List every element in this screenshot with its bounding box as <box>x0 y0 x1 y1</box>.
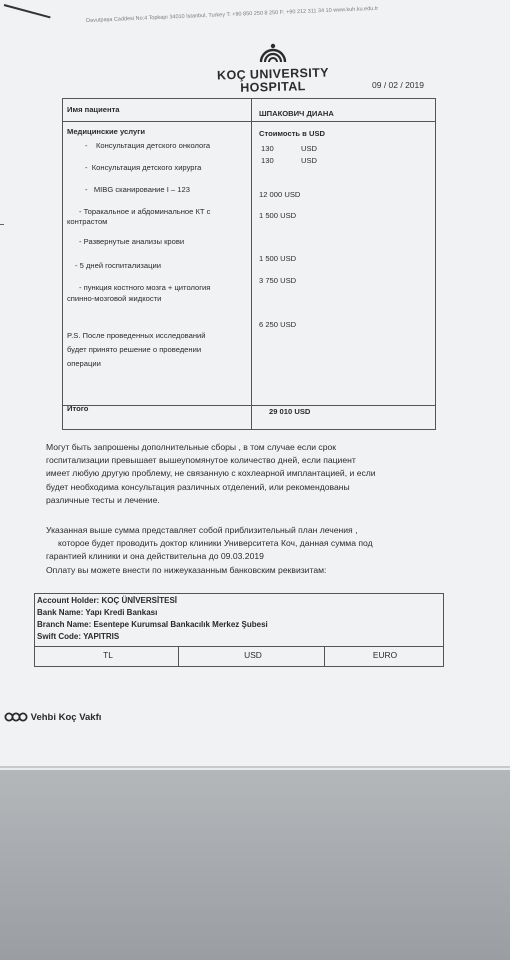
currency-usd: USD <box>244 650 262 660</box>
ps-note: P.S. После проведенных исследований <box>67 331 206 340</box>
cost-amount: 130 <box>261 156 274 165</box>
services-header: Медицинские услуги <box>67 127 146 136</box>
vehbi-koc-logo-icon <box>4 712 28 722</box>
swift-code: Swift Code: YAPITRIS <box>37 632 120 641</box>
foundation-footer <box>4 712 101 723</box>
fees-notice <box>46 441 446 507</box>
table-row-line <box>63 121 435 122</box>
bank-details <box>34 593 444 667</box>
cost-header: Стоимость в USD <box>259 129 325 138</box>
text-line: Указанная выше сумма представляет собой приблизительный план лечения , <box>46 525 358 535</box>
koc-hospital-logo-icon <box>258 40 288 66</box>
brand-name: KOÇ UNIVERSITY <box>216 65 330 83</box>
bank-name: Bank Name: Yapı Kredi Bankası <box>37 608 158 617</box>
service-item: - Консультация детского онколога <box>85 141 211 150</box>
text-line: Оплату вы можете внести по нижеуказанным банковским реквизитам: <box>46 564 327 575</box>
account-holder: Account Holder: KOÇ ÜNİVERSİTESİ <box>37 596 178 605</box>
cost-currency: USD <box>301 156 318 165</box>
service-item-continued: спинно-мозговой жидкости <box>67 294 162 303</box>
pen-mark <box>4 4 51 18</box>
sheet-edge <box>0 766 510 768</box>
foundation-name: Vehbi Koç Vakfı <box>30 712 102 723</box>
table-row-line <box>63 405 435 406</box>
service-item: - Торакальное и абдоминальное КТ с <box>79 207 211 216</box>
cost-amount: 3 750 USD <box>259 276 297 285</box>
total-label: Итого <box>67 404 89 413</box>
cost-currency: USD <box>301 144 318 153</box>
patient-name: ШПАКОВИЧ ДИАНА <box>259 109 334 118</box>
text-line: имеет любую другую проблему, не связанную с кохлеарной имплантацией, и если <box>46 468 376 479</box>
ps-note: операции <box>67 359 101 368</box>
cost-amount: 12 000 USD <box>259 190 301 199</box>
document-date: 09 / 02 / 2019 <box>372 80 424 90</box>
cost-amount: 130 <box>261 144 274 153</box>
cost-table <box>62 98 436 430</box>
text-line: будет необходима консультация различных отделений, или рекомендованы <box>46 481 350 492</box>
cost-amount: 1 500 USD <box>259 254 297 263</box>
bank-table-line <box>35 646 443 647</box>
patient-label: Имя пациента <box>67 105 120 114</box>
text-line: госпитализации превышает вышеупомянутое количество дней, если пациент <box>46 455 356 466</box>
address-line: Davutpaşa Caddesi No:4 Topkapı 34010 İstanbul, Turkey T: +90 850 250 8 250 F: +90 212 311 34 10 www.kuh.ku.edu.tr <box>86 5 379 24</box>
cost-amount: 1 500 USD <box>259 211 297 220</box>
service-item: - 5 дней госпитализации <box>75 261 161 270</box>
text-line: которое будет проводить доктор клиники Университета Коч, данная сумма под <box>58 538 373 549</box>
service-item: - Развернутые анализы крови <box>79 237 185 246</box>
ps-note: будет принято решение о проведении <box>67 345 202 354</box>
service-item-continued: контрастом <box>67 217 108 226</box>
currency-euro: EURO <box>372 650 398 660</box>
bank-column-divider <box>178 646 179 666</box>
table-divider <box>251 99 252 429</box>
total-value: 29 010 USD <box>269 407 311 416</box>
cost-amount: 6 250 USD <box>259 320 297 329</box>
text-line: гарантией клиники и она действительна до 09.03.2019 <box>46 551 264 562</box>
text-line: Могут быть запрошены дополнительные сборы , в том случае если срок <box>46 442 337 452</box>
currency-tl: TL <box>103 650 113 660</box>
branch-name: Branch Name: Esentepe Kurumsal Bankacılık Merkez Şubesi <box>37 620 268 629</box>
validity-notice <box>46 524 446 577</box>
service-item: - MIBG сканирование I – 123 <box>85 185 190 194</box>
service-item: - Консультация детского хирурга <box>85 163 202 172</box>
text-line: различные тесты и лечение. <box>46 494 160 505</box>
brand-subtitle: HOSPITAL <box>240 79 306 95</box>
edge-mark <box>0 224 4 225</box>
service-item: - пункция костного мозга + цитология <box>79 283 211 292</box>
surface-below-sheet <box>0 770 510 960</box>
